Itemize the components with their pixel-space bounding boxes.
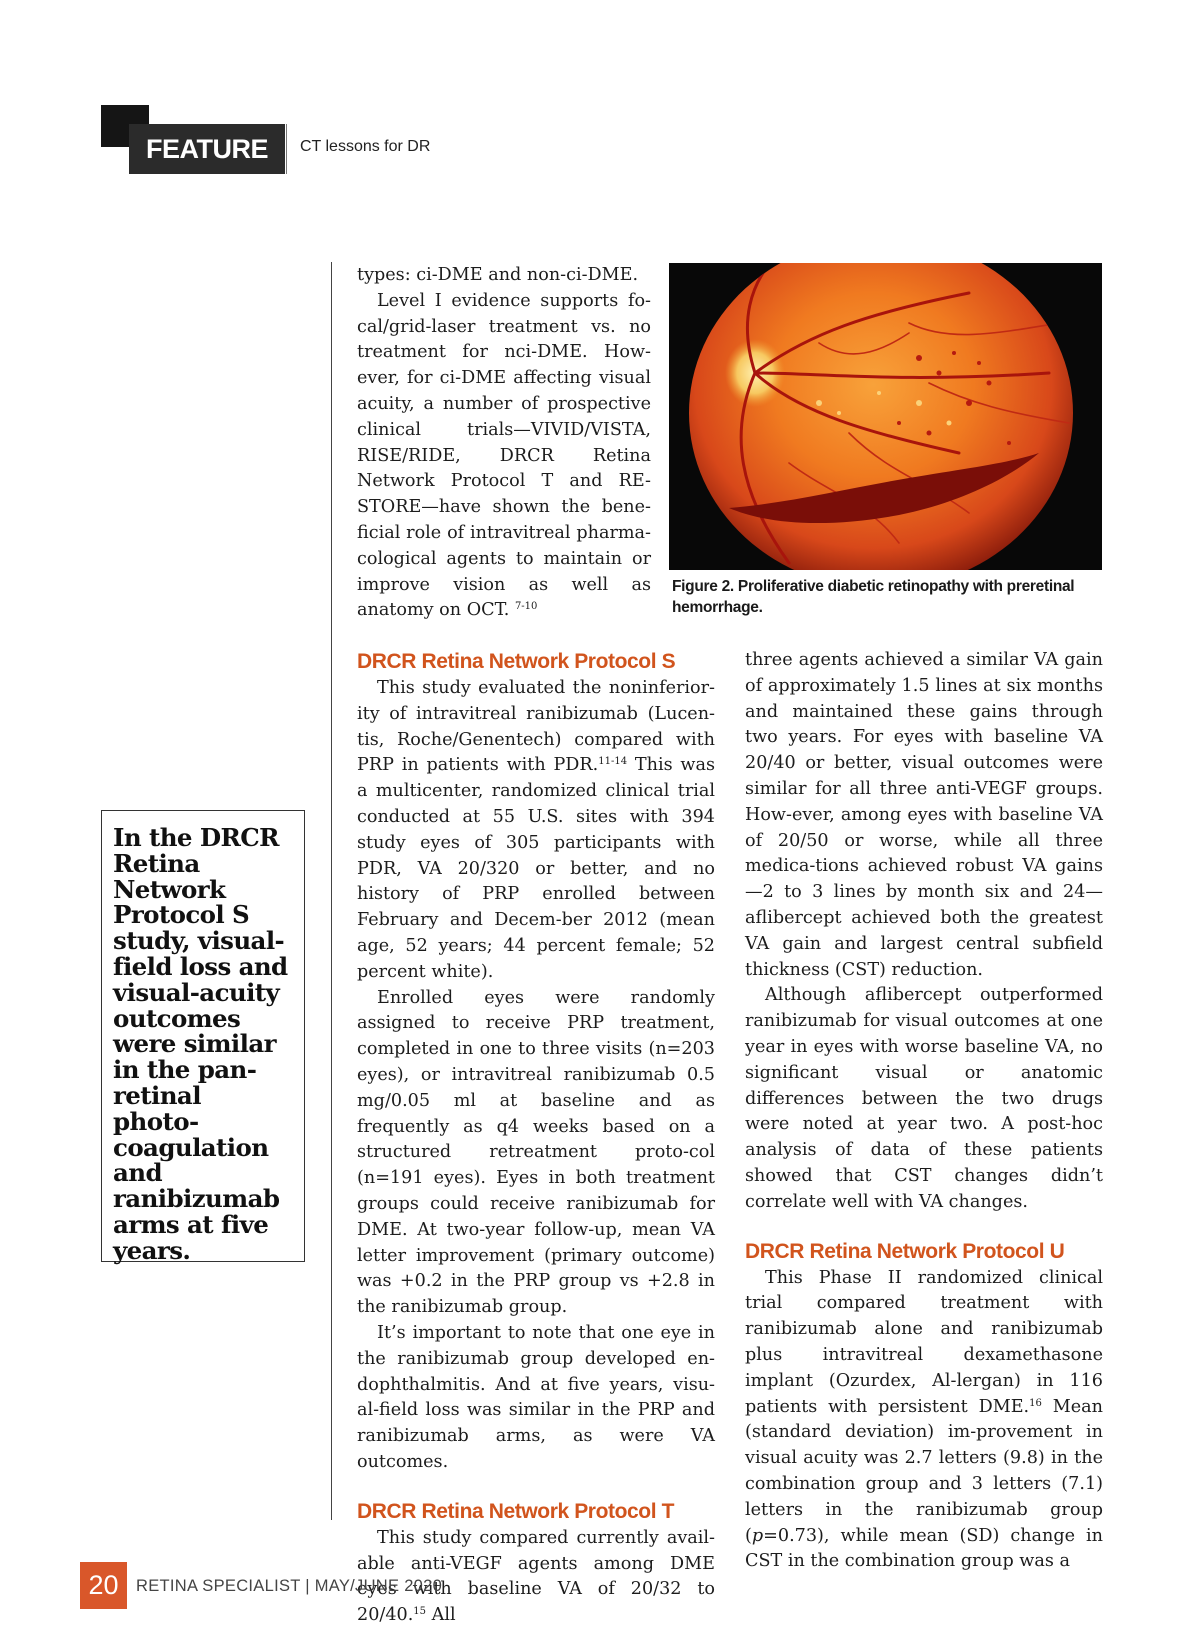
pull-quote-line: ranibizumab (113, 1184, 280, 1214)
section-tag: FEATURE (129, 124, 285, 174)
pull-quote-line: years. (113, 1235, 191, 1265)
section-gap (745, 1216, 1103, 1238)
protocol-t-paragraph-1-tail: All (426, 1605, 456, 1626)
pull-quote (101, 810, 305, 1265)
protocol-s-paragraph-1-text-continued: This was a multicenter, randomized clinical trial conducted at 55 U.S. sites with 394 study eyes of 305 participants with PDR, VA 20/320 or better, and no history of PRP enrolled between February and Decem-ber 2012 (mean age, 52 years; 44 percent female; 52 percent white). (357, 755, 715, 982)
pull-quote-line: field loss and (113, 951, 288, 981)
fundus-image (669, 263, 1102, 570)
p-value-symbol: p (751, 1525, 764, 1546)
pull-quote-line: Retina (113, 848, 200, 878)
protocol-s-heading: DRCR Retina Network Protocol S (357, 650, 676, 673)
pull-quote-line: study, visual- (113, 926, 285, 956)
protocol-u-paragraph-1-text-continued: Mean (standard deviation) im-provement in visual acuity was 2.7 letters (9.8) in the combination group and 3 letters (7.1) letters in the ranibizumab group ( (745, 1396, 1103, 1546)
protocol-s-paragraph-1-text: This study evaluated the noninferior-ity of intravitreal ranibizumab (Lucen-tis, Roche/Genentech) compared with PRP in patients with PDR. (357, 678, 715, 776)
article-column-2 (745, 648, 1103, 1575)
intro-paragraph-2 (357, 289, 651, 624)
protocol-t-heading: DRCR Retina Network Protocol T (357, 1499, 675, 1523)
article-column-1 (357, 648, 715, 1629)
protocol-u-paragraph-1-text: This Phase II randomized clinical trial compared treatment with ranibizumab alone and ranibizumab plus intravitreal dexamethasone implant (Ozurdex, Al-lergan) in 116 patients with persistent DME. (745, 1267, 1103, 1417)
reference-superscript: 11-14 (598, 756, 628, 768)
protocol-t-paragraph-2: three agents achieved a similar VA gain of approximately 1.5 lines at six months and maintained these gains through two years. For eyes with baseline VA 20/40 or better, visual outcomes were similar for all three anti-VEGF groups. How-ever, among eyes with baseline VA of 20/50 or worse, while all three medica-tions achieved robust VA gains—2 to 3 lines by month six and 24—aflibercept achieved both the greatest VA gain and largest central subfield thickness (CST) reduction. (745, 650, 1103, 980)
page-number: 20 (80, 1562, 127, 1609)
reference-superscript: 15 (413, 1606, 427, 1618)
protocol-t-paragraph-3: Although aflibercept outperformed ranibizumab for visual outcomes at one year in eyes with worse baseline VA, no significant visual or anatomic differences between the two drugs were noted at year two. A post-hoc analysis of data of these patients showed that CST changes didn’t correlate well with VA changes. (745, 985, 1103, 1212)
publication-footer: RETINA SPECIALIST | MAY/JUNE 2020 (136, 1577, 443, 1595)
protocol-s-paragraph-3: It’s important to note that one eye in the ranibizumab group developed en-dophthalmitis. And at five years, visu-al-field loss was similar in the PRP and ranibizumab arms, as were VA outcomes. (357, 1322, 715, 1472)
section-subtitle: CT lessons for DR (300, 138, 431, 155)
protocol-u-paragraph-1 (745, 1266, 1103, 1576)
intro-text (357, 263, 651, 624)
protocol-s-paragraph-2: Enrolled eyes were randomly assigned to receive PRP treatment, completed in one to three visits (n=203 eyes), or intravitreal ranibizumab 0.5 mg/0.05 ml at baseline and as frequently as q4 weeks based on a structured retreatment proto-col (n=191 eyes). Eyes in both treatment groups could receive ranibizumab for DME. At two-year follow-up, mean VA letter improvement (primary outcome) was +0.2 in the PRP group vs +2.8 in the ranibizumab group. (357, 987, 715, 1318)
protocol-u-heading: DRCR Retina Network Protocol U (745, 1239, 1065, 1263)
pull-quote-line: visual-acuity (113, 977, 280, 1007)
column-rule (331, 262, 332, 1520)
protocol-s-paragraph-1 (357, 676, 715, 986)
header-divider (286, 124, 287, 174)
pull-quote-line: retinal photo- (113, 1080, 201, 1136)
pull-quote-line: In the DRCR (113, 823, 279, 852)
section-gap (357, 1476, 715, 1498)
pull-quote-line: were similar (113, 1029, 276, 1059)
intro-paragraph-1: types: ci-DME and non-ci-DME. (357, 265, 639, 285)
reference-superscript: 16 (1029, 1397, 1042, 1409)
pull-quote-line: in the pan- (113, 1055, 257, 1085)
fundus-photo (669, 263, 1102, 570)
pull-quote-line: arms at five (113, 1209, 269, 1239)
pull-quote-line: coagulation (113, 1132, 269, 1162)
protocol-t-paragraph-1-text: This study compared currently avail-able anti-VEGF agents among DME eyes with baseline VA of 20/32 to 20/40. (357, 1527, 715, 1626)
pull-quote-line: outcomes (113, 1003, 241, 1033)
intro-paragraph-2-text: Level I evidence supports fo-cal/grid-laser treatment vs. no treatment for nci-DME. How-ever, for ci-DME affecting visual acuity, a number of prospective clinical trials—VIVID/VISTA, RISE/RIDE, DRCR Retina Network Protocol T and RE-STORE—have shown the bene-ficial role of intravitreal pharma-cological agents to maintain or improve vision as well as anatomy on OCT. (357, 290, 651, 621)
reference-superscript: 7-10 (514, 601, 538, 613)
pull-quote-line: Protocol S (113, 900, 250, 930)
pull-quote-line: Network (113, 874, 226, 904)
protocol-u-paragraph-1-text-end: =0.73), while mean (SD) change in CST in the combination group was a (745, 1525, 1103, 1572)
pull-quote-line: and (113, 1158, 163, 1188)
figure-caption: Figure 2. Proliferative diabetic retinopathy with preretinal hemorrhage. (672, 578, 1075, 616)
